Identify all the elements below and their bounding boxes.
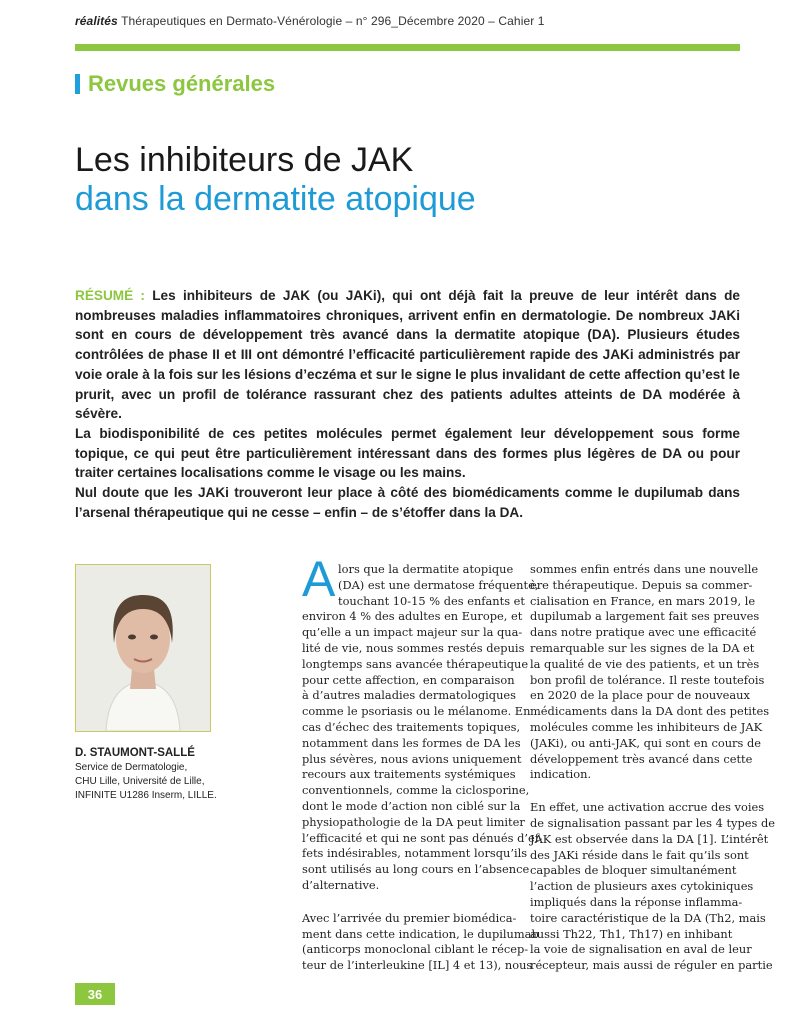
text-line: dont le mode d’action non ciblé sur la [302,798,521,813]
text-line: la voie de signalisation en aval de leur [530,942,752,957]
abstract-paragraph-1 [75,286,740,424]
text-line: sont utilisés au long cours en l’absence [302,862,530,877]
text-line: Avec l’arrivée du premier biomédica- [302,910,517,925]
text-line: fets indésirables, notamment lorsqu’ils [302,846,528,861]
author-block [75,746,275,803]
text-line: de signalisation passant par les 4 types de [530,815,776,830]
drop-cap: A [302,551,336,607]
body-column-1 [302,562,543,991]
text-line: développement très avancé dans cette [530,751,753,766]
abstract-paragraph-2: La biodisponibilité de ces petites molécules permet également leur développement sous forme topique, ce qui peut être particulièrement intéressant dans des formes plus légères de DA ou pour traiter certaines localisations comme le visage ou les mains. [75,425,740,481]
text-line: molécules comme les inhibiteurs de JAK [530,719,763,734]
text-line: sommes enfin entrés dans une nouvelle [530,562,759,576]
text-line: (JAKi), ou anti-JAK, qui sont en cours de [530,735,761,750]
brand-name: réalités [75,14,118,28]
col1-paragraph-1 [302,562,543,894]
abstract-paragraph-3: Nul doute que les JAKi trouveront leur place à côté des biomédicaments comme le dupilumab dans l’arsenal thérapeutique qui ne cesse – enfin – de s’étoffer dans la DA. [75,485,740,520]
section-label: Revues générales [88,71,276,96]
abstract [75,286,740,522]
text-line: pour cette affection, en comparaison [302,672,515,687]
body-column-2 [530,562,776,991]
text-line: dans notre pratique avec une efficacité [530,625,757,640]
article-title-line1: Les inhibiteurs de JAK [75,141,414,179]
text-line: impliqués dans la réponse inflamma- [530,894,743,909]
author-name: D. STAUMONT-SALLÉ [75,747,195,759]
section-heading [75,70,275,98]
section-marker [75,74,80,94]
text-line: comme le psoriasis ou le mélanome. En [302,704,531,719]
text-line: des JAKi réside dans le fait qu’ils sont [530,847,749,862]
text-line: teur de l’interleukine [IL] 4 et 13), nous [302,958,533,973]
text-line: cas d’échec des traitements topiques, [302,719,521,734]
text-line: dupilumab a largement fait ses preuves [530,609,760,624]
text-line: recours aux traitements systémiques [302,767,516,782]
text-line: (anticorps monoclonal ciblant le récep- [302,942,529,957]
text-line: En effet, une activation accrue des voies [530,800,765,815]
col2-paragraph-2 [530,800,776,974]
text-line: qu’elle a un impact majeur sur la qua- [302,625,523,640]
text-line: la qualité de vie des patients, et un très [530,656,760,671]
text-line: aussi Th22, Th1, Th17) en inhibant [530,926,733,941]
article-title-line2: dans la dermatite atopique [75,180,476,218]
text-line: lité de vie, nous sommes restés depuis [302,640,525,655]
text-line: l’action de plusieurs axes cytokiniques [530,879,754,894]
text-line: médicaments dans la DA dont des petites [530,704,770,719]
abstract-text-1: Les inhibiteurs de JAK (ou JAKi), qui ont déjà fait la preuve de leur intérêt dans de nombreuses maladies inflammatoires chroniques, arrivent enfin en dermatologie. De nombreux JAKi sont en cours de développement très avancé dans la dermatite atopique (DA). Plusieurs études contrôlées de phase II et III ont démontré l’efficacité particulièrement rapide des JAKi administrés par voie orale à la fois sur les lésions d’eczéma et sur le signe le plus invalidant de cette affection qu’est le prurit, avec un profil de tolérance rassurant chez des patients adultes atteints de DA modérée à sévère. [75,288,740,422]
text-line: cialisation en France, en mars 2019, le [530,593,756,608]
author-portrait [76,565,210,731]
page-number: 36 [75,983,115,1005]
text-line: (DA) est une dermatose fréquente, [338,577,539,592]
text-line: plus sévères, nous avions uniquement [302,751,522,766]
text-line: d’alternative. [302,877,380,892]
text-line: physiopathologie de la DA peut limiter [302,814,525,829]
abstract-keyword: RÉSUMÉ : [75,288,145,303]
text-line: conventionnels, comme la ciclosporine, [302,783,530,798]
text-line: touchant 10-15 % des enfants et [338,593,525,608]
author-affiliation-2: CHU Lille, Université de Lille, [75,776,205,787]
text-line: récepteur, mais aussi de réguler en partie [530,958,773,973]
text-line: en 2020 de la place pour de nouveaux [530,688,750,703]
author-affiliation-3: INFINITE U1286 Inserm, LILLE. [75,790,217,801]
text-line: l’efficacité et qui ne sont pas dénués d’ef- [302,830,543,845]
text-line: notamment dans les formes de DA les [302,735,521,750]
text-line: longtemps sans avancée thérapeutique [302,656,529,671]
running-header [75,14,545,28]
header-rule [75,44,740,51]
col2-paragraph-1 [530,562,770,783]
text-line: toire caractéristique de la DA (Th2, mais [530,910,766,925]
text-line: capables de bloquer simultanément [530,863,737,878]
text-line: lors que la dermatite atopique [338,562,514,576]
text-line: ère thérapeutique. Depuis sa commer- [530,577,753,592]
author-photo [75,564,211,732]
col1-paragraph-2 [302,910,539,974]
text-line: remarquable sur les signes de la DA et [530,640,755,655]
text-line: indication. [530,767,592,782]
text-line: ment dans cette indication, le dupilumab [302,926,539,941]
author-affiliation-1: Service de Dermatologie, [75,762,188,773]
text-line: JAK est observée dans la DA [1]. L’intérêt [530,831,769,846]
header-text: Thérapeutiques en Dermato-Vénérologie – n° 296_Décembre 2020 – Cahier 1 [121,14,545,28]
text-line: environ 4 % des adultes en Europe, et [302,609,523,624]
text-line: à d’autres maladies dermatologiques [302,688,517,703]
text-line: bon profil de tolérance. Il reste toutefois [530,672,765,687]
